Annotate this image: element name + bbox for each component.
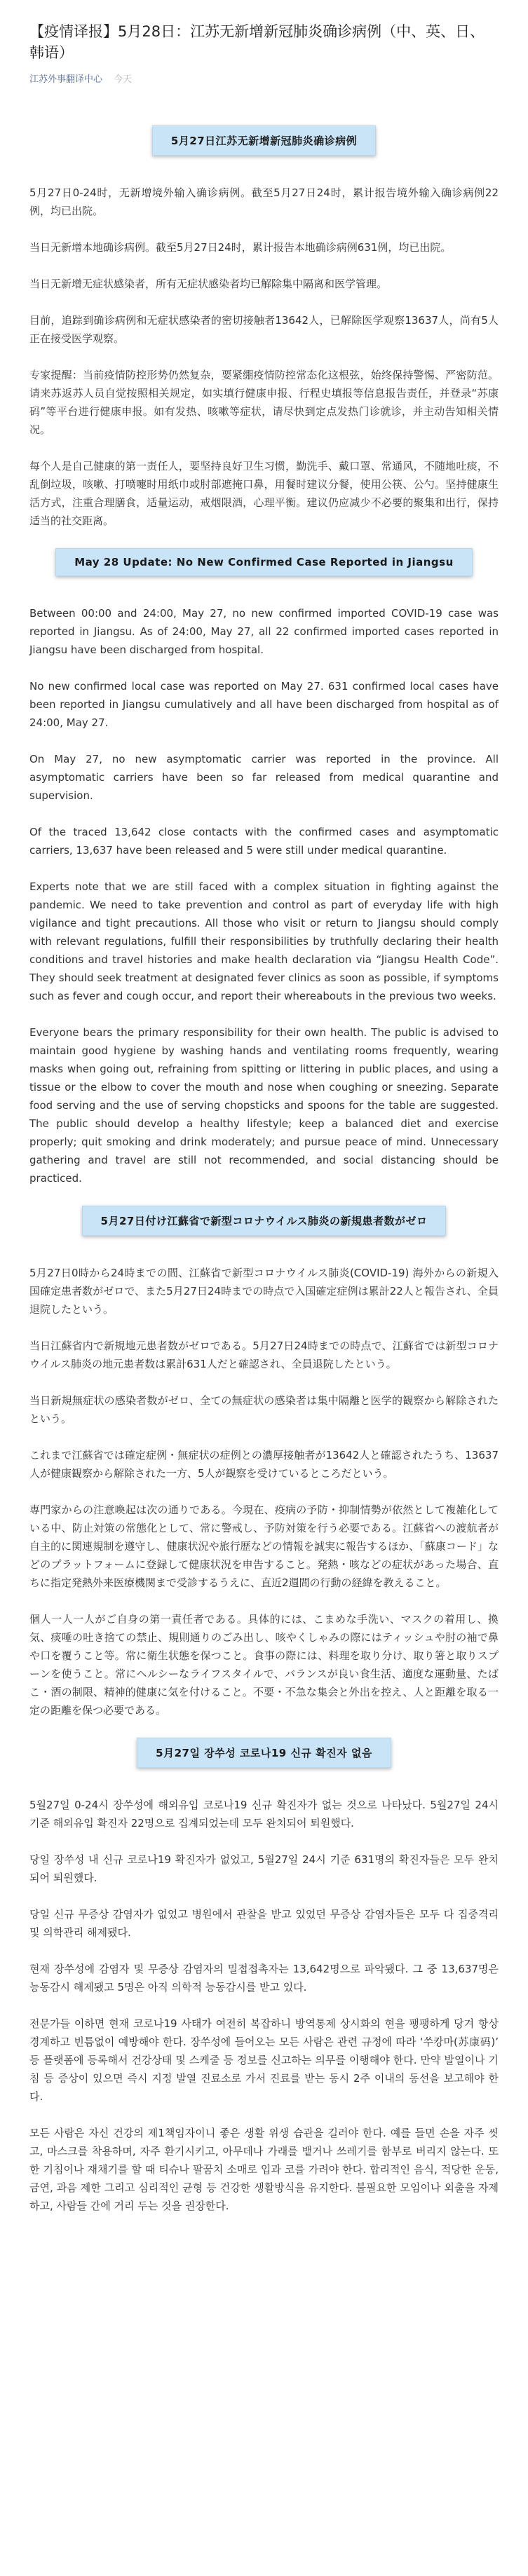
body-paragraph: 5月27日0時から24時までの間、江蘇省で新型コロナウイルス肺炎(COVID-19) 海外からの新規入国確定患者数がゼロで、また5月27日24時までの時点で入国確定症例は累計22人と報告され、全員退院したという。 xyxy=(29,1267,499,1316)
body-paragraph: これまで江蘇省では確定症例・無症状の症例との濃厚接触者が13642人と確認されたうち、13637人が健康観察から解除された一方、5人が観察を受けているところだという。 xyxy=(29,1449,499,1480)
article-meta xyxy=(29,71,499,85)
article-section xyxy=(29,1738,499,2215)
body-paragraph: 当日无新增无症状感染者，所有无症状感染者均已解除集中隔离和医学管理。 xyxy=(29,278,388,290)
body-paragraph: 専門家からの注意喚起は次の通りである。今現在、疫病の予防・抑制情勢が依然として複雑化している中、防止対策の常態化として、常に警戒し、予防対策を行う必要である。江蘇省への渡航者が自主的に関連規制を遵守し、健康状況や旅行歴などの情報を誠実に報告するほか、「蘇康コード」などのプラットフォームに登録して健康状況を申告すること。発熱・咳などの症状があった場合、直ちに指定発熱外来医療機関まで受診するうえに、直近2週間の行動の経緯を教えること。 xyxy=(29,1504,499,1589)
body-paragraph: 현재 장쑤성에 감염자 및 무증상 감염자의 밀접접촉자는 13,642명으로 파악됐다. 그 중 13,637명은 능동감시 해제됐고 5명은 아직 의학적 능동감시를 받고 있다. xyxy=(29,1963,499,1994)
article-section xyxy=(29,548,499,1187)
body-paragraph: 당일 신규 무증상 감염자가 없었고 병원에서 관찰을 받고 있었던 무증상 감염자들은 모두 다 집중격리 및 의학관리 해제됐다. xyxy=(29,1908,499,1939)
body-paragraph: 目前，追踪到确诊病例和无症状感染者的密切接触者13642人，已解除医学观察13637人，尚有5人正在接受医学观察。 xyxy=(29,314,499,345)
section-banner xyxy=(29,1738,499,1768)
article-title: 【疫情译报】5月28日：江苏无新增新冠肺炎确诊病例（中、英、日、韩语） xyxy=(29,23,485,61)
body-paragraph: Between 00:00 and 24:00, May 27, no new confirmed imported COVID-19 case was reported in Jiangsu. As of 24:00, May 27, all 22 confirmed imported cases reported in Jiangsu have been discharged from hospital. xyxy=(29,607,499,656)
section-heading: 5月27일 장쑤성 코로나19 신규 확진자 없음 xyxy=(137,1738,391,1768)
body-paragraph: 個人一人一人がご自身の第一責任者である。具体的には、こまめな手洗い、マスクの着用し、換気、痰唾の吐き捨ての禁止、規則通りのごみ出し、咳やくしゃみの際にはティッシュや肘の袖で鼻や口を覆うこと等。常に衛生状態を保つこと。食事の際には、料理を取り分け、取り箸と取りスプーンを使うこと。常にヘルシーなライフスタイルで、バランスが良い食生活、適度な運動量、たばこ・酒の制限、精神的健康に気を付けること。不要・不急な集会と外出を控え、人と距離を取る一定の距離を保つ必要である。 xyxy=(29,1613,499,1717)
body-paragraph: Of the traced 13,642 close contacts with the confirmed cases and asymptomatic carriers, 13,637 have been released and 5 were still under medical quarantine. xyxy=(29,826,499,857)
section-heading: May 28 Update: No New Confirmed Case Reported in Jiangsu xyxy=(55,548,473,576)
body-paragraph: No new confirmed local case was reported on May 27. 631 confirmed local cases have been reported in Jiangsu cumulatively and all have been discharged from hospital as of 24:00, May 27. xyxy=(29,680,499,729)
body-paragraph: Experts note that we are still faced with a complex situation in fighting against the pandemic. We need to take prevention and control as part of everyday life with high vigilance and tight precautions. All those who visit or return to Jiangsu should comply with relevant regulations, fulfill their responsibilities by truthfully declaring their health conditions and travel histories and make health declaration via “Jiangsu Health Code”. They should seek treatment at designated fever clinics as soon as possible, if symptoms such as fever and cough occur, and report their whereabouts in the previous two weeks. xyxy=(29,880,499,1002)
body-paragraph: 모든 사람은 자신 건강의 제1책임자이니 좋은 생활 위생 습관을 길러야 한다. 예를 들면 손을 자주 씻고, 마스크를 착용하며, 자주 환기시키고, 아무데나 가래를 뱉거나 쓰레기를 함부로 버리지 않는다. 또한 기침이나 재채기를 할 때 티슈나 팔꿈치 소매로 입과 코를 가려야 한다. 합리적인 음식, 적당한 운동, 금연, 과음 제한 그리고 심리적인 균형 등 건강한 생활방식을 유지한다. 불필요한 모임이나 외출을 자제하고, 사람들 간에 거리 두는 것을 권장한다. xyxy=(29,2127,499,2212)
body-paragraph: 5월27일 0-24시 장쑤성에 해외유입 코로나19 신규 확진자가 없는 것으로 나타났다. 5월27일 24시 기준 해외유입 확진자 22명으로 집계되었는데 모두 완치되어 퇴원했다. xyxy=(29,1799,499,1829)
body-paragraph: 每个人是自己健康的第一责任人，要坚持良好卫生习惯，勤洗手、戴口罩、常通风，不随地吐痰，不乱倒垃圾，咳嗽、打喷嚏时用纸巾或肘部遮掩口鼻，用餐时建议分餐，使用公筷、公勺。坚持健康生活方式，注重合理膳食，适量运动，戒烟限酒，心理平衡。建议仍应减少不必要的聚集和出行，保持适当的社交距离。 xyxy=(29,460,499,527)
article-body xyxy=(29,125,499,2215)
body-paragraph: 当日新規無症状の感染者数がゼロ、全ての無症状の感染者は集中隔離と医学的観察から解除されたという。 xyxy=(29,1394,499,1425)
body-paragraph: On May 27, no new asymptomatic carrier was reported in the province. All asymptomatic carriers have been so far released from medical quarantine and supervision. xyxy=(29,753,499,802)
article-section xyxy=(29,125,499,530)
body-paragraph: 5月27日0-24时，无新增境外输入确诊病例。截至5月27日24时，累计报告境外输入确诊病例22例，均已出院。 xyxy=(29,186,499,217)
body-paragraph: 当日江蘇省内で新規地元患者数がゼロである。5月27日24時までの時点で、江蘇省では新型コロナウイルス肺炎の地元患者数は累計631人だと確認され、全員退院したという。 xyxy=(29,1340,499,1370)
body-paragraph: 专家提醒：当前疫情防控形势仍然复杂，要紧绷疫情防控常态化这根弦，始终保持警惕、严密防范。请来苏返苏人员自觉按照相关规定，如实填行健康申报、行程史填报等信息报告责任，并登录“苏康码”等平台进行健康申报。如有发热、咳嗽等症状，请尽快到定点发热门诊就诊，并主动告知相关情况。 xyxy=(29,369,499,436)
body-paragraph: 당일 장쑤성 내 신규 코로나19 확진자가 없었고, 5월27일 24시 기준 631명의 확진자들은 모두 완치되어 퇴원했다. xyxy=(29,1853,499,1884)
body-paragraph: 전문가들 이하면 현재 코로나19 사태가 여전히 복잡하니 방역통제 상시화의 현을 팽팽하게 당겨 항상 경계하고 빈틈없이 예방해야 한다. 장쑤성에 들어오는 모든 사람은 관련 규정에 따라 ‘쑤캉마(苏康码)’ 등 플랫폼에 등록해서 건강상태 및 스케줄 등 정보를 신고하는 의무를 이행해야 한다. 만약 발열이나 기침 등 증상이 있으면 즉시 지정 발열 진료소로 가서 진료를 받는 동시 2주 이내의 동선을 보고해야 한다. xyxy=(29,2017,499,2103)
account-name-link[interactable]: 江苏外事翻译中心 xyxy=(29,74,103,85)
section-banner xyxy=(29,548,499,576)
publish-date: 今天 xyxy=(114,74,133,85)
section-heading: 5月27日江苏无新增新冠肺炎确诊病例 xyxy=(152,125,376,156)
section-heading: 5月27日付け江蘇省で新型コロナウイルス肺炎の新規患者数がゼロ xyxy=(82,1206,447,1236)
section-banner xyxy=(29,125,499,156)
section-banner xyxy=(29,1206,499,1236)
body-paragraph: 当日无新增本地确诊病例。截至5月27日24时，累计报告本地确诊病例631例，均已出院。 xyxy=(29,241,452,254)
article-section xyxy=(29,1206,499,1719)
body-paragraph: Everyone bears the primary responsibility for their own health. The public is advised to maintain good hygiene by washing hands and ventilating rooms frequently, wearing masks when going out, refraining from spitting or littering in public places, and using a tissue or the elbow to cover the mouth and nose when coughing or sneezing. Separate food serving and the use of serving chopsticks and spoons for the table are suggested. The public should develop a healthy lifestyle; keep a balanced diet and exercise properly; quit smoking and drink moderately; and pursue peace of mind. Unnecessary gathering and travel are still not recommended, and social distancing should be practiced. xyxy=(29,1026,499,1185)
